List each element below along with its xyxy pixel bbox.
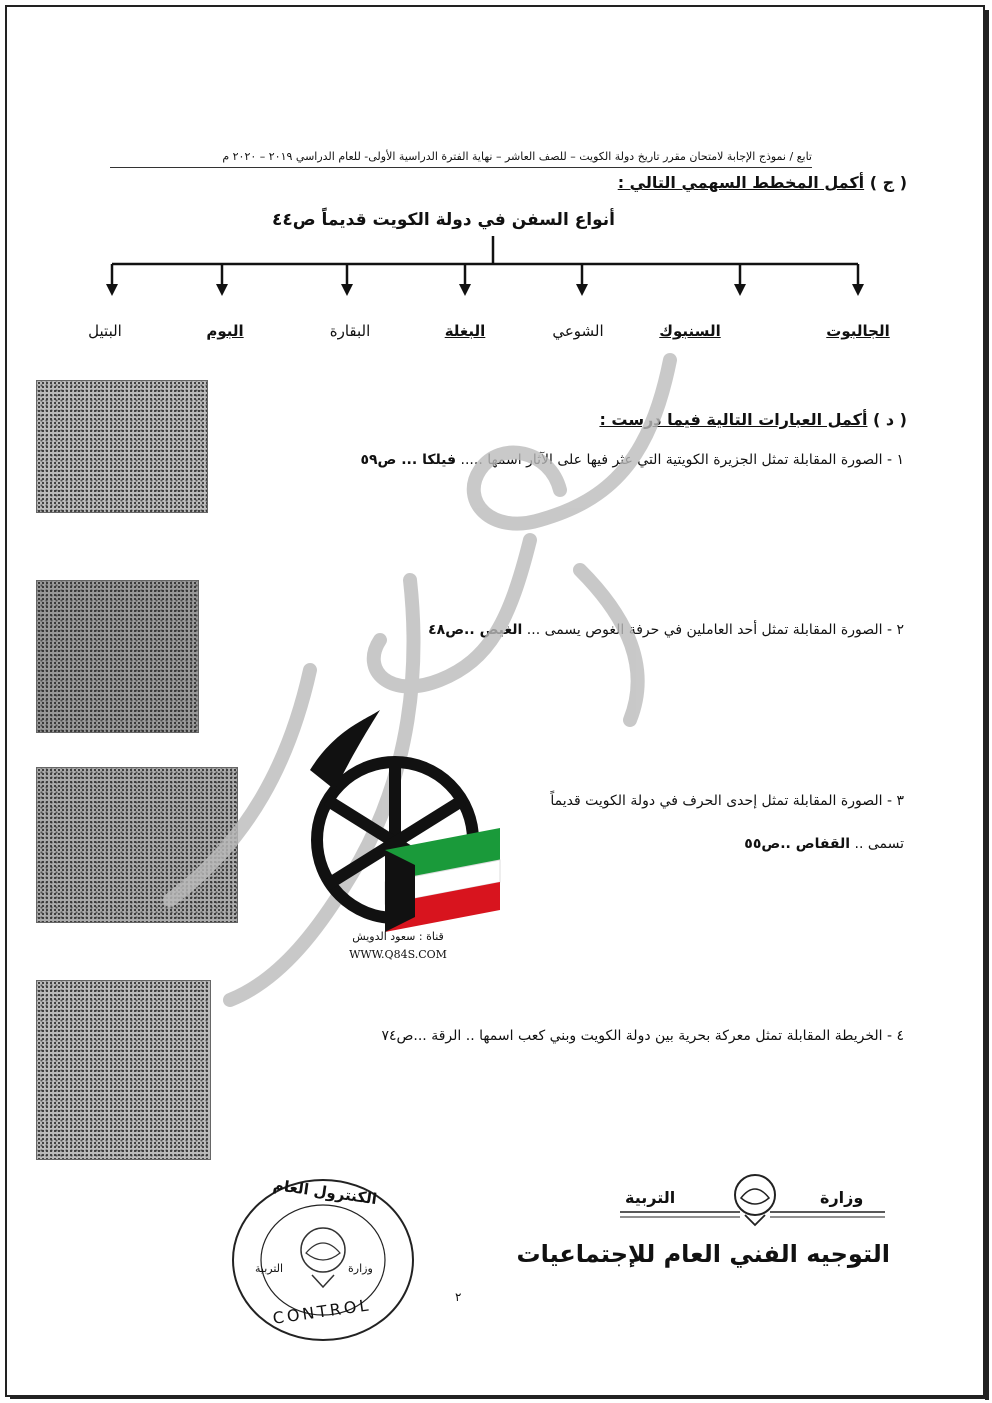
section-d-heading: أكمل العبارات التالية فيما درست : <box>599 410 868 429</box>
ship-type-3: الشوعي <box>552 322 604 340</box>
question-2-text: ٢ - الصورة المقابلة تمثل أحد العاملين في حرفة الغوص يسمى ... <box>526 622 904 638</box>
arrow-head-icon <box>852 284 864 296</box>
question-3-prefix: تسمى .. <box>854 836 904 852</box>
arrow-diagram <box>100 230 870 300</box>
diagram-arrows <box>106 264 864 296</box>
section-c-marker: ( ج ) <box>869 173 907 192</box>
stamp-inner-word1: وزارة <box>348 1262 373 1275</box>
question-1-answer: فيلكا ... ص٥٩ <box>360 452 457 468</box>
stamp-control-text: CONTROL <box>271 1295 373 1328</box>
stamp-inner-word2: التربية <box>255 1262 284 1275</box>
ship-type-4: البغلة <box>444 322 486 340</box>
section-c-title <box>618 173 907 192</box>
question-2-answer: الغيص ..ص٤٨ <box>428 622 523 638</box>
question-3-line2 <box>744 836 904 852</box>
stamp-arc-text: الكنترول العام <box>271 1175 378 1209</box>
arrow-head-icon <box>341 284 353 296</box>
watermark-channel: قناة : سعود الدويش <box>352 930 444 943</box>
ship-type-5: البقارة <box>329 322 371 340</box>
header-rule <box>110 167 812 168</box>
ministry-word-tarbiya: التربية <box>625 1188 676 1207</box>
arrow-head-icon <box>734 284 746 296</box>
section-d-marker: ( د ) <box>873 410 907 429</box>
ship-type-6: البوم <box>206 322 244 340</box>
section-c-heading: أكمل المخطط السهمي التالي : <box>617 173 865 192</box>
page-frame-shadow <box>985 10 989 1400</box>
arrow-head-icon <box>216 284 228 296</box>
document-header: تابع / نموذج الإجابة لامتحان مقرر تاريخ دولة الكويت – للصف العاشر – نهاية الفترة الدراسية الأولى- للعام الدراسي ٢٠١٩ – ٢٠٢٠ م <box>222 150 812 163</box>
ship-type-7: البتيل <box>88 322 122 340</box>
question-1-text: ١ - الصورة المقابلة تمثل الجزيرة الكويتية التي عثر فيها على الآثار اسمها ..... <box>460 452 904 468</box>
page-number: ٢ <box>455 1290 462 1304</box>
arrow-head-icon <box>576 284 588 296</box>
emblem-icon <box>301 1228 345 1287</box>
guidance-title: التوجيه الفني العام للإجتماعيات <box>516 1240 890 1268</box>
page-frame-shadow-bottom <box>10 1395 989 1399</box>
diagram-root-label: أنواع السفن في دولة الكويت قديماً ص٤٤ <box>271 210 615 230</box>
question-3-answer: القفاص ..ص٥٥ <box>744 836 851 852</box>
question-3-text: ٣ - الصورة المقابلة تمثل إحدى الحرف في دولة الكويت قديماً <box>550 793 904 809</box>
ministry-emblem-icon <box>735 1175 775 1225</box>
question-4-text: ٤ - الخريطة المقابلة تمثل معركة بحرية بين دولة الكويت وبني كعب اسمها .. الرقة ...ص٧٤ <box>381 1028 904 1044</box>
ministry-word-wizara: وزارة <box>820 1188 864 1207</box>
arrow-head-icon <box>106 284 118 296</box>
arrow-head-icon <box>459 284 471 296</box>
ship-type-1: الجالبوت <box>826 322 890 340</box>
q84s-logo <box>275 710 515 940</box>
question-4 <box>381 1028 904 1044</box>
watermark-url: WWW.Q84S.COM <box>349 948 447 961</box>
ship-type-2: السنبوك <box>659 322 721 340</box>
ministry-logo <box>615 1170 890 1235</box>
